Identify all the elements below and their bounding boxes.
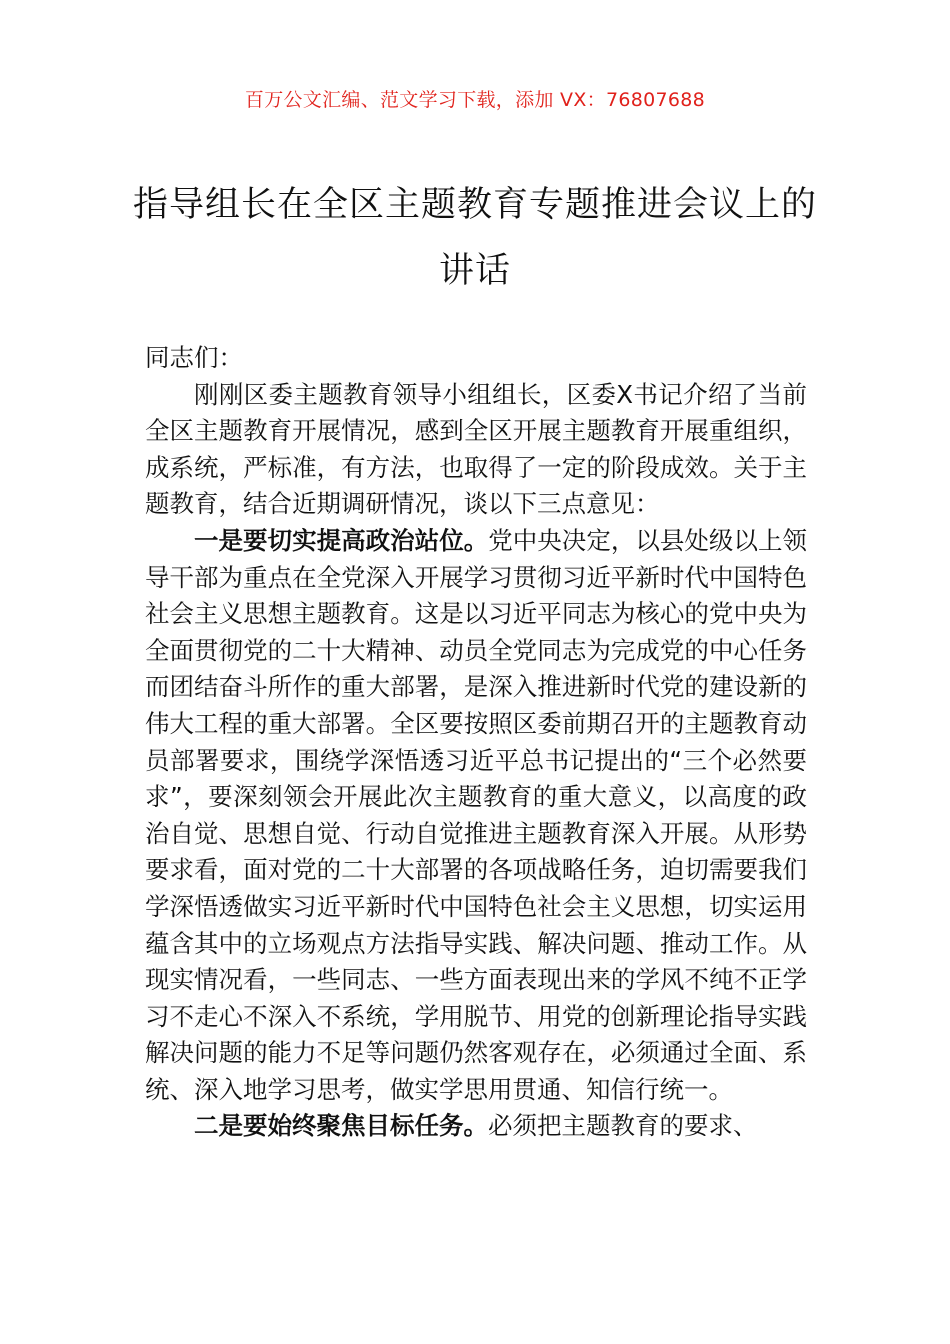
- section-1-lead: 一是要切实提高政治站位。: [194, 525, 489, 555]
- section-1-text: 党中央决定，以县处级以上领导干部为重点在全党深入开展学习贯彻习近平新时代中国特色社会主义思想主题教育。这是以习近平同志为核心的党中央为全面贯彻党的二十大精神、动员全党同志为完成党的中心任务而团结奋斗所作的重大部署，是深入推进新时代党的建设新的伟大工程的重大部署。全区要按照区委前期召开的主题教育动员部署要求，围绕学深悟透习近平总书记提出的“三个必然要求”，要深刻领会开展此次主题教育的重大意义，以高度的政治自觉、思想自觉、行动自觉推进主题教育深入开展。从形势要求看，面对党的二十大部署的各项战略任务，迫切需要我们学深悟透做实习近平新时代中国特色社会主义思想，切实运用蕴含其中的立场观点方法指导实践、解决问题、推动工作。从现实情况看，一些同志、一些方面表现出来的学风不纯不正学习不走心不深入不系统，学用脱节、用党的创新理论指导实践解决问题的能力不足等问题仍然客观存在，必须通过全面、系统、深入地学习思考，做实学思用贯通、知信行统一。: [145, 525, 807, 1104]
- section-2-paragraph: [145, 1108, 807, 1145]
- watermark-header: 百万公文汇编、范文学习下载，添加 VX：76807688: [244, 89, 706, 111]
- section-2-text: 必须把主题教育的要求、: [488, 1111, 758, 1141]
- section-2-lead: 二是要始终聚焦目标任务。: [194, 1111, 488, 1141]
- section-1-paragraph: [145, 523, 807, 1109]
- salutation: 同志们：: [145, 343, 243, 372]
- document-body: [145, 340, 807, 1145]
- intro-paragraph: 刚刚区委主题教育领导小组组长，区委X书记介绍了当前全区主题教育开展情况，感到全区开展主题教育开展重组织，成系统，严标准，有方法，也取得了一定的阶段成效。关于主题教育，结合近期调研情况，谈以下三点意见：: [145, 379, 807, 519]
- document-title: 指导组长在全区主题教育专题推进会议上的讲话: [132, 185, 817, 291]
